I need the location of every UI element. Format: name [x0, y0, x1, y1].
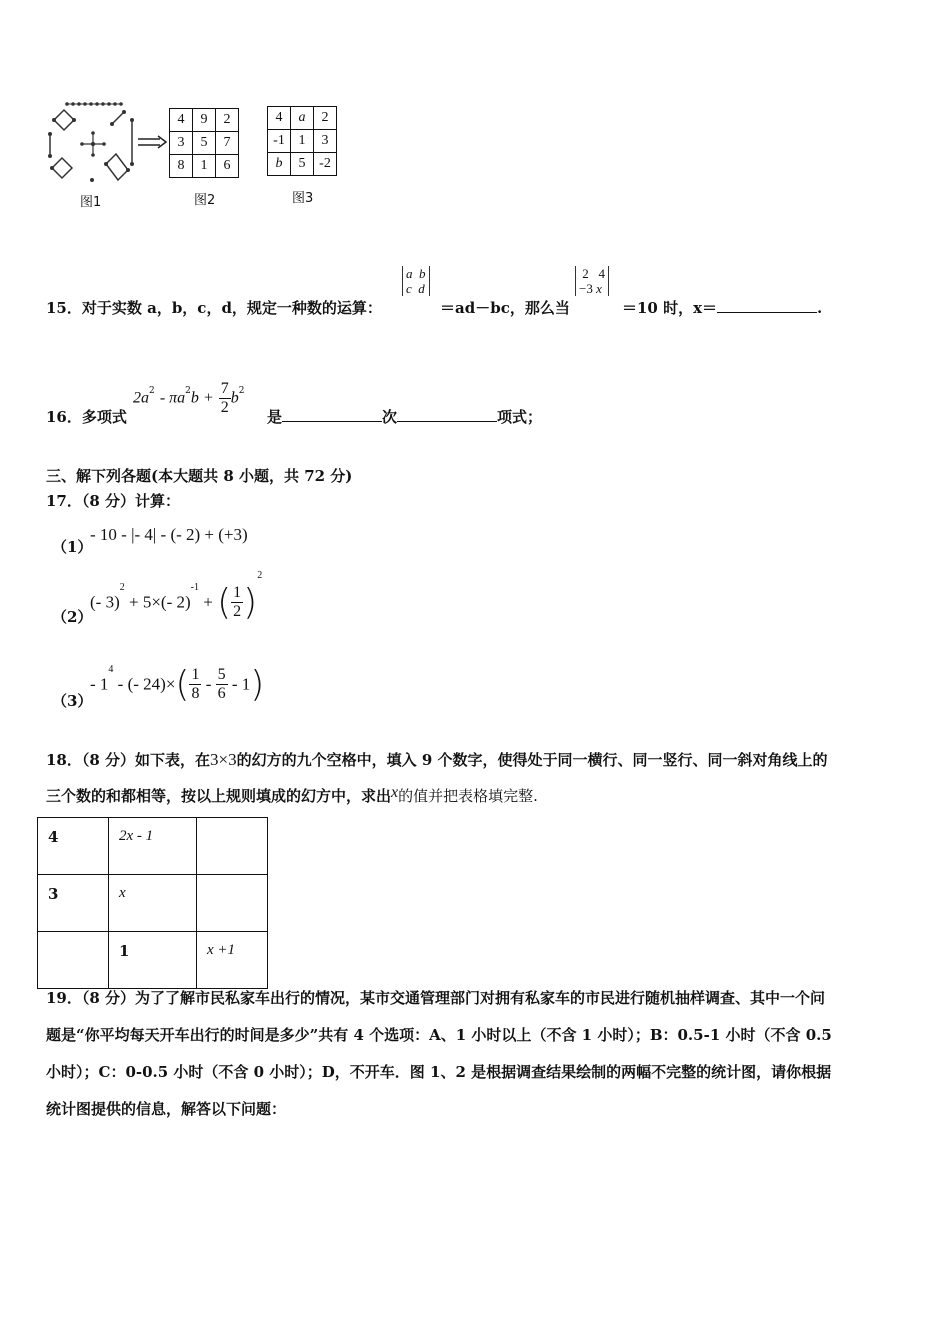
- table-row: [38, 875, 268, 932]
- grid-cell: 9: [193, 109, 216, 132]
- magic-square-table: [37, 817, 268, 989]
- grid-cell: -2: [314, 153, 337, 176]
- grid-cell: 5: [291, 153, 314, 176]
- q18-text: 18．（8 分）如下表，在: [46, 751, 211, 769]
- frac-denominator: 6: [217, 685, 226, 702]
- q15-answer-blank[interactable]: [717, 298, 817, 313]
- q17-part3-fraction-2: [216, 666, 228, 703]
- grid-cell: 1: [193, 155, 216, 178]
- frac-numerator: 5: [217, 666, 226, 683]
- det-cell: c: [406, 281, 412, 296]
- q16-is: 是: [267, 408, 283, 426]
- q19-line-4: 统计图提供的信息，解答以下问题：: [46, 1100, 287, 1118]
- q16-fraction: [219, 380, 231, 417]
- table-cell: 1: [109, 932, 197, 989]
- q16-polynomial: $2a^2 - \pi a^2b$ + $\frac{7}{2}$ $b^2$: [133, 380, 245, 416]
- table-cell: 4: [38, 818, 109, 875]
- q18-text: 的幻方的九个空格中，填入 9 个数字，使得处于同一横行、同一竖行、同一斜对角线上的: [236, 751, 828, 769]
- q15-suffix-text: ＝10 时，x＝: [622, 299, 718, 317]
- grid-cell: 7: [216, 132, 239, 155]
- grid-cell: a: [291, 107, 314, 130]
- det-cell: d: [418, 281, 425, 296]
- q19-line-1: 19．（8 分）为了了解市民私家车出行的情况，某市交通管理部门对拥有私家车的市民进行随机抽样调查、其中一个问: [46, 989, 826, 1007]
- grid-cell: -1: [268, 130, 291, 153]
- grid-cell: 3: [314, 130, 337, 153]
- expr-part: (- 3): [90, 592, 120, 612]
- table-cell[interactable]: [197, 875, 268, 932]
- expr-part: -: [205, 674, 212, 694]
- frac-denominator: 2: [233, 603, 242, 620]
- q17-part3-expression: - $1^4$ - (- 24)×( $\frac{1}{8}$ - $\frac{5}{6}$ - 1): [90, 663, 265, 705]
- det-cell: 4: [598, 266, 605, 281]
- grid-cell: 5: [193, 132, 216, 155]
- frac-numerator: 1: [233, 584, 242, 601]
- det-cell: −3: [579, 281, 593, 296]
- frac-denominator: 8: [191, 685, 200, 702]
- q16-degree-blank[interactable]: [282, 407, 382, 422]
- q15-end: .: [817, 299, 823, 317]
- q19-line-2: 题是“你平均每天开车出行的时间是多少”共有 4 个选项：A、1 小时以上（不含 1 小时）；B：0.5-1 小时（不含 0.5: [46, 1026, 832, 1044]
- q15-determinant-2: [575, 266, 609, 297]
- figure-2-grid: [169, 108, 239, 178]
- poly-term: - πa: [159, 389, 186, 407]
- poly-term: b: [230, 389, 239, 407]
- poly-term: b +: [190, 389, 214, 407]
- q17-part3-label: （3）: [52, 692, 93, 710]
- q18-line-1: [46, 741, 828, 779]
- table-cell: x +1: [197, 932, 268, 989]
- frac-numerator: 1: [191, 666, 200, 683]
- q17-part2-label: （2）: [52, 608, 93, 626]
- table-cell: 2x - 1: [109, 818, 197, 875]
- expr-part: - 1: [231, 674, 251, 694]
- figure-1-caption: 图1: [80, 195, 102, 210]
- grid-cell: b: [268, 153, 291, 176]
- q17-part3-fraction-1: [189, 666, 201, 703]
- q16-blanks: [267, 406, 542, 427]
- det-cell: a: [406, 266, 413, 281]
- q18-x: x: [391, 784, 399, 801]
- q17-part1-expression: - 10 - |- 4| - (- 2) + (+3): [90, 525, 248, 544]
- q16-xiang: 项式；: [497, 408, 543, 426]
- q15-mid: ＝ad－bc，那么当: [440, 299, 570, 317]
- q15-suffix: [622, 297, 822, 318]
- figure-3-grid: [267, 106, 337, 176]
- det-cell: x: [596, 281, 602, 296]
- grid-cell: 8: [170, 155, 193, 178]
- q18-line-2: [46, 778, 538, 815]
- expr-part: +: [203, 592, 213, 612]
- q17-part2-fraction: [231, 584, 243, 621]
- table-cell[interactable]: [197, 818, 268, 875]
- double-arrow-icon: [138, 134, 170, 153]
- frac-denominator: 2: [220, 399, 229, 416]
- table-cell: x: [109, 875, 197, 932]
- q17-part1-label: （1）: [52, 538, 93, 556]
- figure-3-caption: 图3: [292, 191, 314, 206]
- expr-part: + 5×(- 2): [128, 592, 191, 612]
- q17-title: 17．（8 分）计算：: [46, 492, 181, 510]
- q18-text: 的值并把表格填完整.: [398, 787, 538, 805]
- q17-part2-expression: (- 3)$^2$ + 5×(- 2)$^{-1}$ + ( $\frac{1}{2}$ )$^2$: [90, 569, 263, 623]
- figure-2-caption: 图2: [194, 193, 216, 208]
- q15-prefix: 15．对于实数 a，b，c，d，规定一种数的运算：: [46, 299, 382, 317]
- q19-line-3: 小时）；C：0-0.5 小时（不含 0 小时）；D，不开车．图 1、2 是根据调查结果绘制的两幅不完整的统计图，请你根据: [46, 1063, 832, 1081]
- q16-ci: 次: [382, 408, 398, 426]
- poly-term: 2a: [133, 389, 149, 407]
- det-cell: b: [419, 266, 426, 281]
- figure-1-diagram: [42, 98, 142, 188]
- expr-part: - 1: [90, 674, 109, 694]
- question-15: [46, 297, 382, 318]
- grid-cell: 2: [314, 107, 337, 130]
- det-cell: 2: [582, 266, 589, 281]
- q18-text: 三个数的和都相等，按以上规则填成的幻方中，求出: [46, 787, 392, 805]
- grid-cell: 4: [170, 109, 193, 132]
- q18-math: 3×3: [210, 750, 237, 769]
- section-3-heading: 三、解下列各题(本大题共 8 小题，共 72 分): [46, 467, 353, 485]
- grid-cell: 4: [268, 107, 291, 130]
- table-row: [38, 818, 268, 875]
- expr-part: - (- 24)×: [117, 674, 176, 694]
- table-cell: 3: [38, 875, 109, 932]
- grid-cell: 6: [216, 155, 239, 178]
- grid-cell: 2: [216, 109, 239, 132]
- grid-cell: 3: [170, 132, 193, 155]
- q15-determinant-1: [402, 266, 430, 297]
- q16-prefix: 16．多项式: [46, 408, 127, 426]
- q16-terms-blank[interactable]: [397, 407, 497, 422]
- grid-cell: 1: [291, 130, 314, 153]
- frac-numerator: 7: [220, 380, 229, 397]
